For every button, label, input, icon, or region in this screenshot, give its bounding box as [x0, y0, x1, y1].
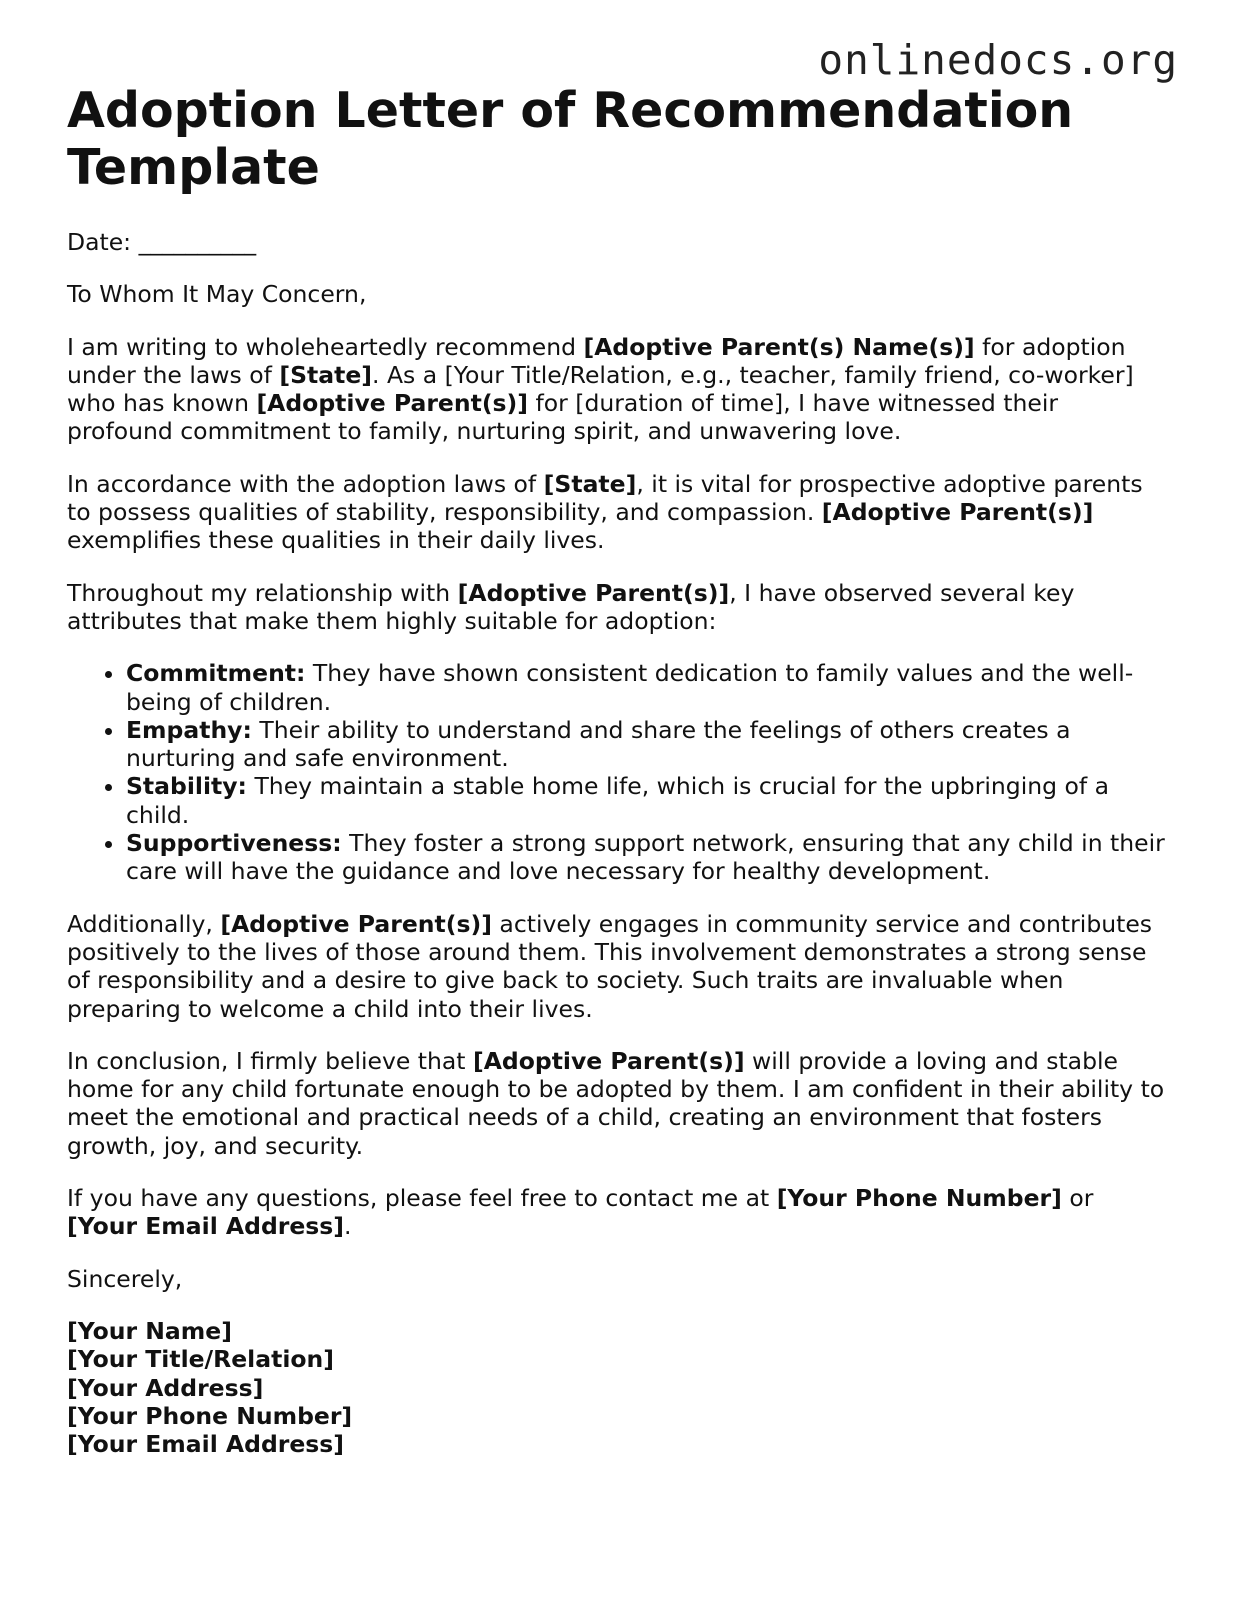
date-line [67, 228, 1167, 256]
attribute-label: Stability: [126, 772, 247, 801]
contact-text-2: or [1061, 1184, 1094, 1213]
attribute-label: Empathy: [126, 715, 252, 744]
laws-text-1: In accordance with the adoption laws of [67, 469, 544, 498]
attribute-text: Their ability to understand and share the feelings of others creates a nurturing and safe environment. [126, 715, 1071, 773]
signature-title: [Your Title/Relation] [67, 1345, 334, 1374]
contact-text-1: If you have any questions, please feel free to contact me at [67, 1184, 777, 1213]
community-text-2: actively engages in community service and contributes positively to the lives of those around them. This involvement demonstrates a strong sense of responsibility and a desire to give back to society. Such traits are invaluable when preparing to welcome a child into their lives. [67, 909, 1153, 1023]
salutation: To Whom It May Concern, [67, 280, 367, 309]
adoptive-parents-name-placeholder: [Adoptive Parent(s) Name(s)] [583, 332, 975, 361]
signature-address: [Your Address] [67, 1373, 264, 1402]
signature-email: [Your Email Address] [67, 1430, 345, 1459]
date-blank: __________ [138, 228, 257, 256]
intro-paragraph [67, 333, 1167, 446]
list-item [126, 829, 1167, 886]
attribute-text: They foster a strong support network, ensuring that any child in their care will have the guidance and love necessary for healthy development. [126, 829, 1165, 886]
signature-phone: [Your Phone Number] [67, 1401, 353, 1430]
attributes-list [67, 659, 1167, 885]
adoptive-parents-placeholder: [Adoptive Parent(s)] [256, 389, 529, 418]
list-item [126, 772, 1167, 829]
email-placeholder: [Your Email Address] [67, 1212, 345, 1241]
adoptive-parents-placeholder: [Adoptive Parent(s)] [821, 498, 1094, 527]
phone-placeholder: [Your Phone Number] [776, 1184, 1062, 1213]
state-placeholder: [State] [543, 469, 637, 498]
adoptive-parents-placeholder: [Adoptive Parent(s)] [220, 909, 492, 938]
letter-document [67, 82, 1167, 1458]
closing: Sincerely, [67, 1264, 183, 1293]
contact-paragraph [67, 1184, 1167, 1241]
attributes-intro-paragraph [67, 579, 1167, 636]
intro-text-2: for adoption under the laws of [67, 332, 1126, 389]
intro-text-1: I am writing to wholeheartedly recommend [67, 332, 584, 361]
adoptive-parents-placeholder: [Adoptive Parent(s)] [457, 578, 730, 607]
attributes-intro-text-1: Throughout my relationship with [67, 578, 458, 607]
laws-text-2: , it is vital for prospective adoptive parents to possess qualities of stability, responsibility, and compassion. [67, 469, 1143, 527]
attribute-label: Commitment: [126, 659, 306, 688]
conclusion-paragraph [67, 1047, 1167, 1160]
signature-name: [Your Name] [67, 1316, 232, 1345]
attribute-text: They maintain a stable home life, which is crucial for the upbringing of a child. [126, 772, 1110, 829]
list-item [126, 716, 1167, 773]
signature-block [67, 1317, 1167, 1458]
list-item [126, 659, 1167, 716]
contact-text-3: . [344, 1212, 352, 1241]
laws-text-3: exemplifies these qualities in their daily lives. [67, 526, 605, 555]
conclusion-text-2: will provide a loving and stable home for any child fortunate enough to be adopted by them. I am confident in their ability to meet the emotional and practical needs of a child, creating an environment that fosters growth, joy, and security. [67, 1046, 1165, 1160]
document-title: Adoption Letter of Recommendation Template [67, 82, 1074, 196]
attribute-label: Supportiveness: [126, 829, 342, 858]
adoptive-parents-placeholder: [Adoptive Parent(s)] [472, 1046, 745, 1075]
community-paragraph [67, 910, 1167, 1023]
intro-text-3: . As a [Your Title/Relation, e.g., teacher, family friend, co-worker] who has known [67, 360, 1134, 418]
intro-text-4: for [duration of time], I have witnessed their profound commitment to family, nurturing spirit, and unwavering love. [67, 389, 1059, 446]
attribute-text: They have shown consistent dedication to family values and the well-being of children. [126, 659, 1134, 716]
state-placeholder: [State] [279, 360, 372, 389]
watermark-site-name: onlinedocs.org [818, 36, 1178, 84]
laws-paragraph [67, 470, 1167, 555]
conclusion-text-1: In conclusion, I firmly believe that [67, 1046, 473, 1075]
attributes-intro-text-2: , I have observed several key attributes that make them highly suitable for adoption: [67, 578, 1075, 635]
date-label: Date: [67, 228, 132, 256]
community-text-1: Additionally, [67, 909, 221, 938]
